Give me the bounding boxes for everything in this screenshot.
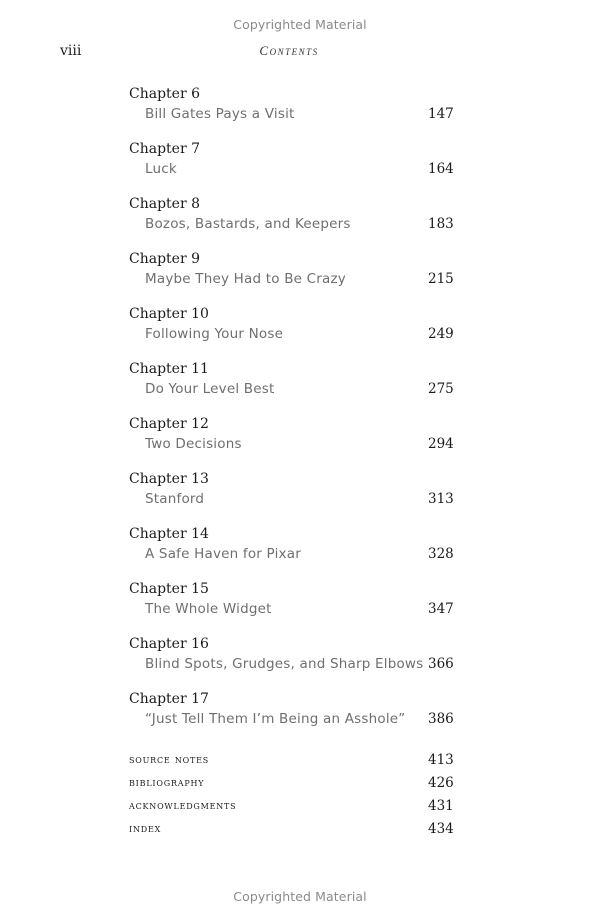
back-matter-page-number: 426 xyxy=(428,775,454,791)
back-matter-page-number: 434 xyxy=(428,821,454,837)
chapter-title: Stanford xyxy=(145,491,205,507)
chapter-page-number: 294 xyxy=(428,436,454,452)
back-matter-page-number: 431 xyxy=(428,798,454,814)
back-matter-entry[interactable] xyxy=(129,752,459,772)
chapter-label: Chapter 10 xyxy=(129,306,209,322)
back-matter-label: bibliography xyxy=(129,776,205,789)
toc-entry[interactable] xyxy=(129,84,459,122)
chapter-page-number: 313 xyxy=(428,491,454,507)
chapter-title: Bozos, Bastards, and Keepers xyxy=(145,216,351,232)
chapter-title: “Just Tell Them I’m Being an Asshole” xyxy=(145,711,406,727)
copyright-watermark-bottom: Copyrighted Material xyxy=(233,889,367,904)
back-matter-entry[interactable] xyxy=(129,775,459,795)
back-matter-page-number: 413 xyxy=(428,752,454,768)
toc-entry[interactable] xyxy=(129,139,459,177)
toc-entry[interactable] xyxy=(129,359,459,397)
chapter-page-number: 183 xyxy=(428,216,454,232)
toc-entry[interactable] xyxy=(129,304,459,342)
chapter-title: Following Your Nose xyxy=(145,326,284,342)
page-number: viii xyxy=(60,43,82,59)
chapter-page-number: 275 xyxy=(428,381,454,397)
chapter-title: The Whole Widget xyxy=(145,601,272,617)
chapter-label: Chapter 11 xyxy=(129,361,209,377)
chapter-label: Chapter 9 xyxy=(129,251,200,267)
back-matter-entry[interactable] xyxy=(129,821,459,841)
chapter-title: Maybe They Had to Be Crazy xyxy=(145,271,346,287)
chapter-label: Chapter 12 xyxy=(129,416,209,432)
chapter-label: Chapter 14 xyxy=(129,526,209,542)
chapter-page-number: 386 xyxy=(428,711,454,727)
toc-entry[interactable] xyxy=(129,579,459,617)
chapter-title: Luck xyxy=(145,161,177,177)
toc-entry[interactable] xyxy=(129,414,459,452)
chapter-page-number: 164 xyxy=(428,161,454,177)
toc-entry[interactable] xyxy=(129,634,459,672)
chapter-label: Chapter 15 xyxy=(129,581,209,597)
chapter-title: Two Decisions xyxy=(145,436,242,452)
chapter-page-number: 347 xyxy=(428,601,454,617)
toc-entry[interactable] xyxy=(129,689,459,727)
chapter-page-number: 328 xyxy=(428,546,454,562)
toc-entry[interactable] xyxy=(129,524,459,562)
back-matter-entry[interactable] xyxy=(129,798,459,818)
chapter-label: Chapter 13 xyxy=(129,471,209,487)
chapter-page-number: 249 xyxy=(428,326,454,342)
chapter-page-number: 215 xyxy=(428,271,454,287)
chapter-label: Chapter 16 xyxy=(129,636,209,652)
chapter-page-number: 147 xyxy=(428,106,454,122)
chapter-label: Chapter 8 xyxy=(129,196,200,212)
chapter-title: Blind Spots, Grudges, and Sharp Elbows xyxy=(145,656,424,672)
chapter-label: Chapter 17 xyxy=(129,691,209,707)
toc-entry[interactable] xyxy=(129,194,459,232)
running-head: Contents xyxy=(259,43,319,58)
back-matter-label: source notes xyxy=(129,753,210,766)
chapter-title: A Safe Haven for Pixar xyxy=(145,546,301,562)
chapter-page-number: 366 xyxy=(428,656,454,672)
chapter-label: Chapter 7 xyxy=(129,141,200,157)
toc-entry[interactable] xyxy=(129,469,459,507)
chapter-label: Chapter 6 xyxy=(129,86,200,102)
back-matter-label: acknowledgments xyxy=(129,799,237,812)
back-matter-label: index xyxy=(129,822,162,835)
chapter-title: Bill Gates Pays a Visit xyxy=(145,106,295,122)
copyright-watermark-top: Copyrighted Material xyxy=(233,17,367,32)
toc-entry[interactable] xyxy=(129,249,459,287)
chapter-title: Do Your Level Best xyxy=(145,381,275,397)
